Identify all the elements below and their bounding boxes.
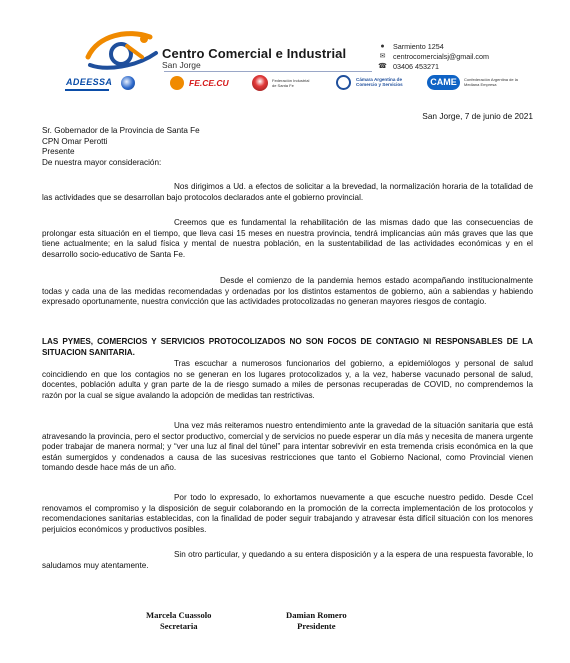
signer-role: Presidente bbox=[297, 620, 336, 631]
paragraph: Desde el comienzo de la pandemia hemos estado acompañando institucionalmente todas y cada una de las medidas recomendadas y ordenadas por los distintos estamentos de gobierno, aún a sabiendas y habiendo expresado oportunamente, nuestra convicción que las actividades protocolizadas no generan mayores riesgos de contagio. bbox=[42, 276, 533, 306]
org-city: San Jorge bbox=[162, 60, 201, 70]
fecu-logo: FE.CE.CU bbox=[189, 78, 229, 88]
signature-secretaria bbox=[146, 610, 211, 631]
came-caption: Confederación Argentina de la Mediana Empresa bbox=[464, 77, 518, 87]
salutation: De nuestra mayor consideración: bbox=[42, 157, 162, 167]
recipient-line: Sr. Gobernador de la Provincia de Santa Fe bbox=[42, 126, 200, 135]
signature-presidente bbox=[286, 610, 347, 631]
letter-date: San Jorge, 7 de junio de 2021 bbox=[422, 111, 533, 121]
contact-email: ✉ centrocomercialsj@gmail.com bbox=[379, 52, 489, 61]
camara-logo: Cámara Argentina de Comercio y Servicios bbox=[356, 77, 403, 87]
paragraph: Nos dirigimos a Ud. a efectos de solicitar a la brevedad, la normalización horaria de la totalidad de las actividades que se desarrollan bajo protocolos declarados ante el gobierno provincial. bbox=[42, 182, 533, 202]
signer-name: Damian Romero bbox=[286, 610, 347, 620]
federacion-logo: Federación Industrial de Santa Fe bbox=[272, 78, 310, 88]
fecu-emblem-icon bbox=[170, 76, 184, 90]
mail-icon: ✉ bbox=[379, 53, 386, 60]
recipient-line: CPN Omar Perotti bbox=[42, 136, 108, 146]
camara-emblem-icon bbox=[336, 75, 351, 90]
contact-address: ● Sarmiento 1254 bbox=[378, 42, 444, 51]
federacion-emblem-icon bbox=[252, 75, 268, 91]
member-logos bbox=[58, 73, 528, 95]
paragraph: Tras escuchar a numerosos funcionarios del gobierno, a epidemiólogos y personal de salud coincidiendo en que los contagios no se generan en los lugares protocolizados y, a la vez, haberse vacunado personal de salud, docentes, población adulta y gran parte de la de riesgo sumado a miles de personas recuperadas de COVID, no comprendemos la razón por la cual se sigue avalando la adopción de medidas tan restrictivas. bbox=[42, 359, 533, 400]
ccei-logo-icon bbox=[84, 27, 164, 71]
signer-role: Secretaria bbox=[159, 620, 198, 631]
closing-paragraph: Sin otro particular, y quedando a su entera disposición y a la espera de una respuesta favorable, lo saludamos muy atentamente. bbox=[42, 550, 533, 570]
paragraph: Creemos que es fundamental la rehabilitación de las mismas dado que las consecuencias de prolongar esta situación en el tiempo, que lleva casi 15 meses en nuestra provincia, tendrá implicancias aún más graves que las que tiene actualmente; en la salud física y mental de nuestra población, en la sustentabilidad de las actividades económicas y en el desarrollo socio-educativo de Santa Fe. bbox=[42, 218, 533, 259]
recipient-block bbox=[42, 126, 200, 168]
paragraph: Una vez más reiteramos nuestro entendimiento ante la gravedad de la situación sanitaria que está atravesando la provincia, pero el sector productivo, comercial y de servicios no puede esperar un día más y necesita de manera urgente poder trabajar de manera normal; y “ver una luz al final del túnel” para intentar sobrevivir en esta tremenda crisis económica en la que están sumergidos y condenados a causa de las sucesivas restricciones que tanto el Gobierno Nacional, como Provincial vienen tomando desde hace más de un año. bbox=[42, 421, 533, 472]
adeessa-logo: ADEESSA bbox=[66, 77, 113, 87]
letterhead bbox=[0, 0, 570, 104]
recipient-line: Presente bbox=[42, 147, 75, 157]
phone-icon: ☎ bbox=[378, 63, 387, 70]
header-divider bbox=[164, 71, 372, 72]
paragraph: Por todo lo expresado, lo exhortamos nuevamente a que escuche nuestro pedido. Desde Ccel renovamos el compromiso y la disposición de seguir colaborando en la promoción de la correcta implementación de los protocolos y recomendaciones sanitarias establecidas, con la finalidad de poder seguir trabajando y atravesar ésta difícil situación con los menores perjuicios económicos y productivos posibles. bbox=[42, 493, 533, 534]
globe-icon bbox=[121, 76, 135, 90]
contact-phone: ☎ 03406 453271 bbox=[378, 62, 439, 71]
adeessa-underline bbox=[65, 89, 109, 91]
org-name: Centro Comercial e Industrial bbox=[162, 46, 347, 61]
location-pin-icon: ● bbox=[380, 43, 385, 50]
signer-name: Marcela Cuassolo bbox=[146, 610, 212, 620]
came-logo: CAME bbox=[427, 75, 460, 90]
emphasis-paragraph: LAS PYMES, COMERCIOS Y SERVICIOS PROTOCOLIZADOS NO SON FOCOS DE CONTAGIO NI RESPONSABLES DE LA SITUACION SANITARIA. bbox=[42, 337, 533, 357]
